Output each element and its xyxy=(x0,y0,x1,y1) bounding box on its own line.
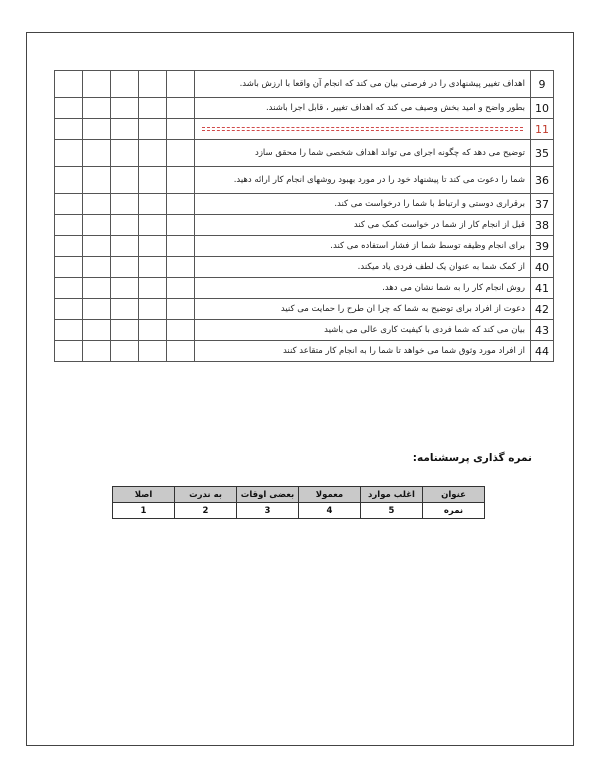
scoring-header-row xyxy=(113,487,485,503)
question-text: شما را دعوت می کند تا پیشنهاد خود را در مورد بهبود روشهای انجام کار ارائه دهید. xyxy=(195,167,531,194)
question-number: 11 xyxy=(531,119,554,140)
question-text: بطور واضح و امید بخش وصیف می کند که اهداف تغییر ، قابل اجرا باشند. xyxy=(195,98,531,119)
answer-cell[interactable] xyxy=(111,320,139,341)
answer-cell[interactable] xyxy=(83,167,111,194)
answer-cell xyxy=(167,119,195,140)
question-text: برقراری دوستی و ارتباط با شما را درخواست می کند. xyxy=(195,194,531,215)
question-number: 41 xyxy=(531,278,554,299)
questionnaire-table xyxy=(54,70,554,362)
answer-cell[interactable] xyxy=(55,167,83,194)
question-number: 38 xyxy=(531,215,554,236)
question-row xyxy=(55,257,554,278)
answer-cell xyxy=(139,119,167,140)
question-number: 36 xyxy=(531,167,554,194)
question-row xyxy=(55,71,554,98)
answer-cell[interactable] xyxy=(167,257,195,278)
answer-cell[interactable] xyxy=(55,299,83,320)
answer-cell[interactable] xyxy=(55,278,83,299)
answer-cell[interactable] xyxy=(167,140,195,167)
answer-cell xyxy=(55,119,83,140)
question-text: برای انجام وظیفه توسط شما از فشار استفاده می کند. xyxy=(195,236,531,257)
answer-cell[interactable] xyxy=(167,215,195,236)
scoring-value-row xyxy=(113,503,485,519)
scoring-value: 2 xyxy=(175,503,237,519)
question-number: 35 xyxy=(531,140,554,167)
answer-cell[interactable] xyxy=(139,257,167,278)
answer-cell[interactable] xyxy=(139,140,167,167)
answer-cell[interactable] xyxy=(55,320,83,341)
answer-cell[interactable] xyxy=(139,299,167,320)
question-number: 37 xyxy=(531,194,554,215)
question-number: 44 xyxy=(531,341,554,362)
question-row xyxy=(55,341,554,362)
question-number: 39 xyxy=(531,236,554,257)
answer-cell[interactable] xyxy=(55,341,83,362)
question-text: روش انجام کار را به شما نشان می دهد. xyxy=(195,278,531,299)
answer-cell[interactable] xyxy=(83,341,111,362)
question-row xyxy=(55,299,554,320)
answer-cell[interactable] xyxy=(167,299,195,320)
answer-cell[interactable] xyxy=(55,194,83,215)
answer-cell[interactable] xyxy=(167,98,195,119)
answer-cell[interactable] xyxy=(55,140,83,167)
answer-cell[interactable] xyxy=(55,98,83,119)
answer-cell[interactable] xyxy=(139,194,167,215)
question-row xyxy=(55,140,554,167)
section-divider xyxy=(195,119,531,140)
question-text: دعوت از افراد برای توضیح به شما که چرا ان طرح را حمایت می کنید xyxy=(195,299,531,320)
question-row xyxy=(55,215,554,236)
answer-cell[interactable] xyxy=(55,257,83,278)
answer-cell[interactable] xyxy=(167,341,195,362)
answer-cell[interactable] xyxy=(167,71,195,98)
question-number: 9 xyxy=(531,71,554,98)
scoring-value: نمره xyxy=(423,503,485,519)
answer-cell[interactable] xyxy=(111,215,139,236)
answer-cell[interactable] xyxy=(83,215,111,236)
answer-cell[interactable] xyxy=(139,341,167,362)
answer-cell[interactable] xyxy=(111,341,139,362)
answer-cell[interactable] xyxy=(111,71,139,98)
answer-cell[interactable] xyxy=(83,299,111,320)
answer-cell[interactable] xyxy=(55,71,83,98)
answer-cell[interactable] xyxy=(167,278,195,299)
question-text: اهداف تغییر پیشنهادی را در فرصتی بیان می کند که انجام آن واقعا با ارزش باشد. xyxy=(195,71,531,98)
scoring-header: اغلب موارد xyxy=(361,487,423,503)
answer-cell[interactable] xyxy=(139,215,167,236)
scoring-table xyxy=(112,486,485,519)
answer-cell[interactable] xyxy=(83,140,111,167)
answer-cell[interactable] xyxy=(111,299,139,320)
answer-cell[interactable] xyxy=(167,194,195,215)
answer-cell[interactable] xyxy=(139,320,167,341)
answer-cell[interactable] xyxy=(139,278,167,299)
question-text: از افراد مورد وثوق شما می خواهد تا شما را به انجام کار متقاعد کنند xyxy=(195,341,531,362)
question-number: 43 xyxy=(531,320,554,341)
scoring-header: اصلا xyxy=(113,487,175,503)
answer-cell[interactable] xyxy=(83,257,111,278)
answer-cell[interactable] xyxy=(167,236,195,257)
answer-cell[interactable] xyxy=(111,236,139,257)
question-text: قبل از انجام کار از شما در خواست کمک می کند xyxy=(195,215,531,236)
answer-cell[interactable] xyxy=(111,98,139,119)
answer-cell[interactable] xyxy=(139,167,167,194)
dashed-line xyxy=(202,127,523,131)
answer-cell[interactable] xyxy=(83,194,111,215)
scoring-value: 4 xyxy=(299,503,361,519)
answer-cell xyxy=(111,119,139,140)
question-number: 10 xyxy=(531,98,554,119)
answer-cell[interactable] xyxy=(139,236,167,257)
question-row xyxy=(55,236,554,257)
answer-cell[interactable] xyxy=(83,98,111,119)
answer-cell[interactable] xyxy=(83,71,111,98)
scoring-header: بعضی اوقات xyxy=(237,487,299,503)
answer-cell[interactable] xyxy=(111,194,139,215)
question-text: توضیح می دهد که چگونه اجرای می تواند اهداف شخصی شما را محقق سازد xyxy=(195,140,531,167)
scoring-header: عنوان xyxy=(423,487,485,503)
answer-cell[interactable] xyxy=(55,236,83,257)
question-text: بیان می کند که شما فردی با کیفیت کاری عالی می باشید xyxy=(195,320,531,341)
answer-cell[interactable] xyxy=(55,215,83,236)
scoring-value: 5 xyxy=(361,503,423,519)
answer-cell[interactable] xyxy=(111,278,139,299)
question-row xyxy=(55,194,554,215)
answer-cell[interactable] xyxy=(111,257,139,278)
answer-cell[interactable] xyxy=(139,98,167,119)
answer-cell[interactable] xyxy=(167,167,195,194)
question-row xyxy=(55,278,554,299)
scoring-value: 1 xyxy=(113,503,175,519)
scoring-header: معمولا xyxy=(299,487,361,503)
question-row xyxy=(55,320,554,341)
scoring-value: 3 xyxy=(237,503,299,519)
question-row xyxy=(55,167,554,194)
scoring-header: به ندرت xyxy=(175,487,237,503)
section-divider-row xyxy=(55,119,554,140)
question-row xyxy=(55,98,554,119)
scoring-title: نمره گذاری پرسشنامه: xyxy=(412,452,532,464)
answer-cell[interactable] xyxy=(111,167,139,194)
question-text: از کمک شما به عنوان یک لطف فردی یاد میکند. xyxy=(195,257,531,278)
answer-cell[interactable] xyxy=(111,140,139,167)
answer-cell[interactable] xyxy=(83,320,111,341)
answer-cell[interactable] xyxy=(167,320,195,341)
answer-cell[interactable] xyxy=(83,236,111,257)
answer-cell[interactable] xyxy=(83,278,111,299)
question-number: 40 xyxy=(531,257,554,278)
answer-cell xyxy=(83,119,111,140)
answer-cell[interactable] xyxy=(139,71,167,98)
question-number: 42 xyxy=(531,299,554,320)
